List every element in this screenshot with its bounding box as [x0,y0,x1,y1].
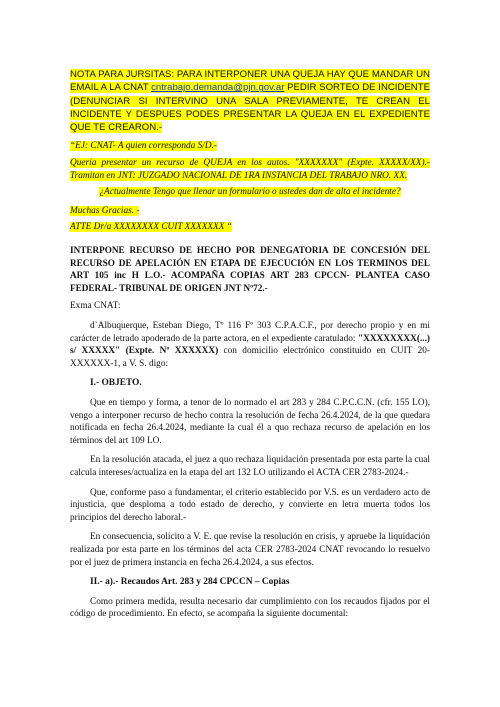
signoff-line [70,221,430,234]
section-2-title: II.- a).- Recaudos Art. 283 y 284 CPCCN – Copias [90,577,290,588]
section-1-paragraph-1: Que en tiempo y forma, a tenor de lo normado el art 283 y 284 C.P.C.C.N. (cfr. 155 LO), vengo a interponer recurso de hecho contra la resolución de fecha 26.4.2024, de la que quedara notificada en fecha 26.4.2024, mediante la cual él a quo rechaza recurso de apelación en los términos del art 109 LO. [70,397,430,446]
example-line [70,140,430,153]
salutation: Exma CNAT: [70,301,121,312]
section-1-title: I.- OBJETO. [90,378,142,389]
document-page [70,68,430,628]
note-highlight [70,69,430,133]
intro-paragraph [70,320,430,370]
email-link[interactable]: cntrabajo.demanda@pjn.gov.ar [151,82,285,94]
section-1-paragraph-3: Que, conforme paso a fundamentar, el criterio establecido por V.S. es un verdadero acto de injusticia, que desploma a todo estado de derecho, y convierte en letra muerta todos los principios del derecho laboral.- [70,487,430,523]
section-1-paragraph-2: En la resolución atacada, el juez a quo rechaza liquidación presentada por esta parte la cual calcula intereses/actualiza en la etapa del art 132 LO utilizando el ACTA CER 2783-2024.- [70,455,430,478]
thanks-text: Muchas Gracias. - [70,205,140,216]
thanks-line [70,205,430,218]
section-2-paragraph-1: Como primera medida, resulta necesario dar cumplimiento con los recaudos fijados por el código de procedimiento. En efecto, se acompaña la siguiente documental: [70,596,430,620]
intro-part-2: con domicilio electrónico constituido en CUIT 20-XXXXXX-1, a V. S. digo: [70,346,430,369]
example-text: “EJ: CNAT- A quien corresponda S/D.- [70,141,218,152]
jurist-note [70,68,430,134]
question-line-2: ¿Actualmente Tengo que llenar un formulario o ustedes dan de alta el incidente? [99,187,401,198]
section-1-paragraph-4: En consecuencia, solicito a V. E. que revise la resolución en crisis, y apruebe la liquidación realizada por esta parte en los términos del acta CER 2783-2024 CNAT revocando lo resuelvo por el juez de primera instancia en fecha 26.4.2024, a sus efectos. [70,532,430,568]
document-heading: INTERPONE RECURSO DE HECHO POR DENEGATORIA DE CONCESIÓN DEL RECURSO DE APELACIÓN EN ETAPA DE EJECUCIÓN EN LOS TERMINOS DEL ART 105 inc H L.O.- ACOMPAÑA COPIAS ART 283 CPCCN- PLANTEA CASO FEDERAL- TRIBUNAL DE ORIGEN JNT Nº72.- [70,245,430,293]
note-prefix: NOTA PARA JURSITAS: PARA INTERPONER UNA QUEJA HAY QUE MANDAR UN EMAIL A LA CNAT [70,69,430,94]
question-paragraph-2 [70,186,430,199]
signoff-text: ATTE Dr/a XXXXXXXX CUIT XXXXXXX “ [70,222,232,233]
case-caption: "XXXXXXXX(...) s/ XXXXX" (Expte. Nº XXXXXX) [70,333,430,357]
question-paragraph [70,157,430,182]
question-line-1: Quería presentar un recurso de QUEJA en los autos. "XXXXXXX" (Expte. XXXXX/XX).- Tramitan en JNT: JUZGADO NACIONAL DE 1RA INSTANCIA DEL TRABAJO NRO. XX. [70,158,430,181]
note-suffix: PEDIR SORTEO DE INCIDENTE (DENUNCIAR SI INTERVINO UNA SALA PREVIAMENTE, TE CREAN EL INCIDENTE Y DESPUES PODES PRESENTAR LA QUEJA EN EL EXPEDIENTE QUE TE CREARON.- [70,82,430,134]
intro-part-1: d`Albuquerque, Esteban Diego, Tº 116 Fº 303 C.P.A.C.F., por derecho propio y en mi carácter de letrado apoderado de la parte actora, en el expediente caratulado: [70,321,430,344]
